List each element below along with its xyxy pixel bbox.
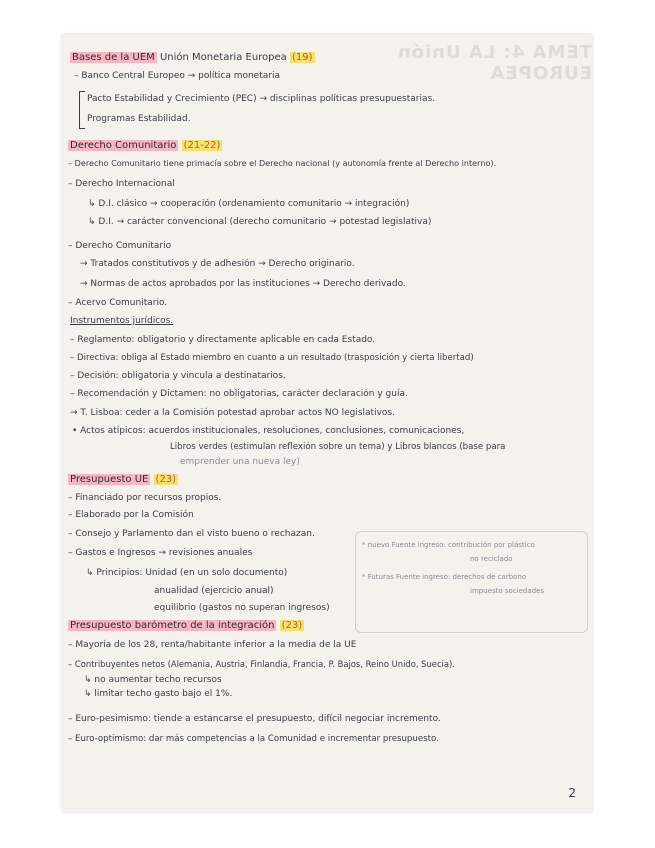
page-ref-badge: (21-22) [183,140,221,151]
note-line: – Recomendación y Dictamen: no obligatorias, carácter declaración y guía. [70,389,408,399]
note-line: – Derecho Comunitario tiene primacía sobre el Derecho nacional (y autonomía frente al Derecho interno). [68,158,497,168]
note-line: – Reglamento: obligatorio y directamente aplicable en cada Estado. [70,335,376,345]
note-line: – Financiado por recursos propios. [68,493,222,503]
note-line: – Decisión: obligatoria y vincula a destinatarios. [70,371,286,381]
note-line: ↳ limitar techo gasto bajo el 1%. [84,689,233,699]
note-line: – Directiva: obliga al Estado miembro en cuanto a un resultado (trasposición y cierta libertad) [70,353,474,363]
page-ref-badge: (23) [155,474,177,485]
heading-presupuesto-barometro [68,620,304,632]
note-line: – Euro-pesimismo: tiende a estancarse el presupuesto, difícil negociar incremento. [68,714,441,724]
note-line: emprender una nueva ley) [180,457,300,467]
heading-highlight: Presupuesto UE [70,474,149,485]
side-note-line: no reciclado [470,555,513,563]
note-line: equilibrio (gastos no superan ingresos) [154,603,330,613]
heading-presupuesto-ue [68,474,178,486]
note-line: ↳ D.I. clásico → cooperación (ordenamiento comunitario → integración) [88,199,410,209]
note-line: → T. Lisboa: ceder a la Comisión potestad aprobar actos NO legislativos. [70,408,395,418]
note-line: Pacto Estabilidad y Crecimiento (PEC) → disciplinas políticas presupuestarias. [87,94,436,104]
bleed-through-header: TEMA 4: LA Unión EUROPEA [396,42,592,84]
notebook-page [62,34,592,812]
note-line: Libros verdes (estimulan reflexión sobre un tema) y Libros blancos (base para [170,442,506,452]
note-line: → Normas de actos aprobados por las instituciones → Derecho derivado. [80,279,406,289]
note-line: – Derecho Internacional [68,179,175,189]
note-line: – Banco Central Europeo → política monetaria [74,71,280,81]
note-line: ↳ no aumentar techo recursos [84,675,222,685]
side-note-line: impuesto sociedades [470,587,545,595]
note-line: anualidad (ejercicio anual) [154,586,274,596]
page-ref-badge: (19) [291,52,313,63]
heading-highlight: Presupuesto barómetro de la integración [70,620,275,631]
heading-highlight: Derecho Comunitario [70,140,177,151]
note-line: – Gastos e Ingresos → revisiones anuales [68,548,253,558]
heading-highlight: Bases de la UEM [72,52,155,63]
heading-text: Unión Monetaria Europea [156,52,290,63]
note-line: ↳ D.I. → carácter convencional (derecho comunitario → potestad legislativa) [88,217,432,227]
note-line: – Euro-optimismo: dar más competencias a la Comunidad e incrementar presupuesto. [68,734,439,744]
side-note-line: * nuevo Fuente ingreso: contribución por plástico [362,541,535,549]
subheading-instrumentos: Instrumentos jurídicos. [70,316,174,326]
note-line: – Contribuyentes netos (Alemania, Austria, Finlandia, Francia, P. Bajos, Reino Unido, Suecia). [68,659,455,669]
note-line: – Elaborado por la Comisión [68,510,194,520]
page-number: 2 [568,786,576,800]
note-line: – Derecho Comunitario [68,241,172,251]
note-line: • Actos atípicos: acuerdos institucionales, resoluciones, conclusiones, comunicaciones, [72,426,465,436]
side-note-line: * Futuras Fuente ingreso: derechos de carbono [362,573,527,581]
note-line: → Tratados constitutivos y de adhesión → Derecho originario. [80,259,355,269]
note-line: – Consejo y Parlamento dan el visto bueno o rechazan. [68,529,315,539]
page-ref-badge: (23) [281,620,303,631]
heading-derecho-comunitario [68,140,222,152]
note-line: – Acervo Comunitario. [68,298,168,308]
bracket-mark [79,91,85,129]
note-line: – Mayoría de los 28, renta/habitante inferior a la media de la UE [68,640,357,650]
note-line: ↳ Principios: Unidad (en un solo documento) [86,568,288,578]
note-line: Programas Estabilidad. [87,114,191,124]
heading-bases-uem [70,52,315,64]
